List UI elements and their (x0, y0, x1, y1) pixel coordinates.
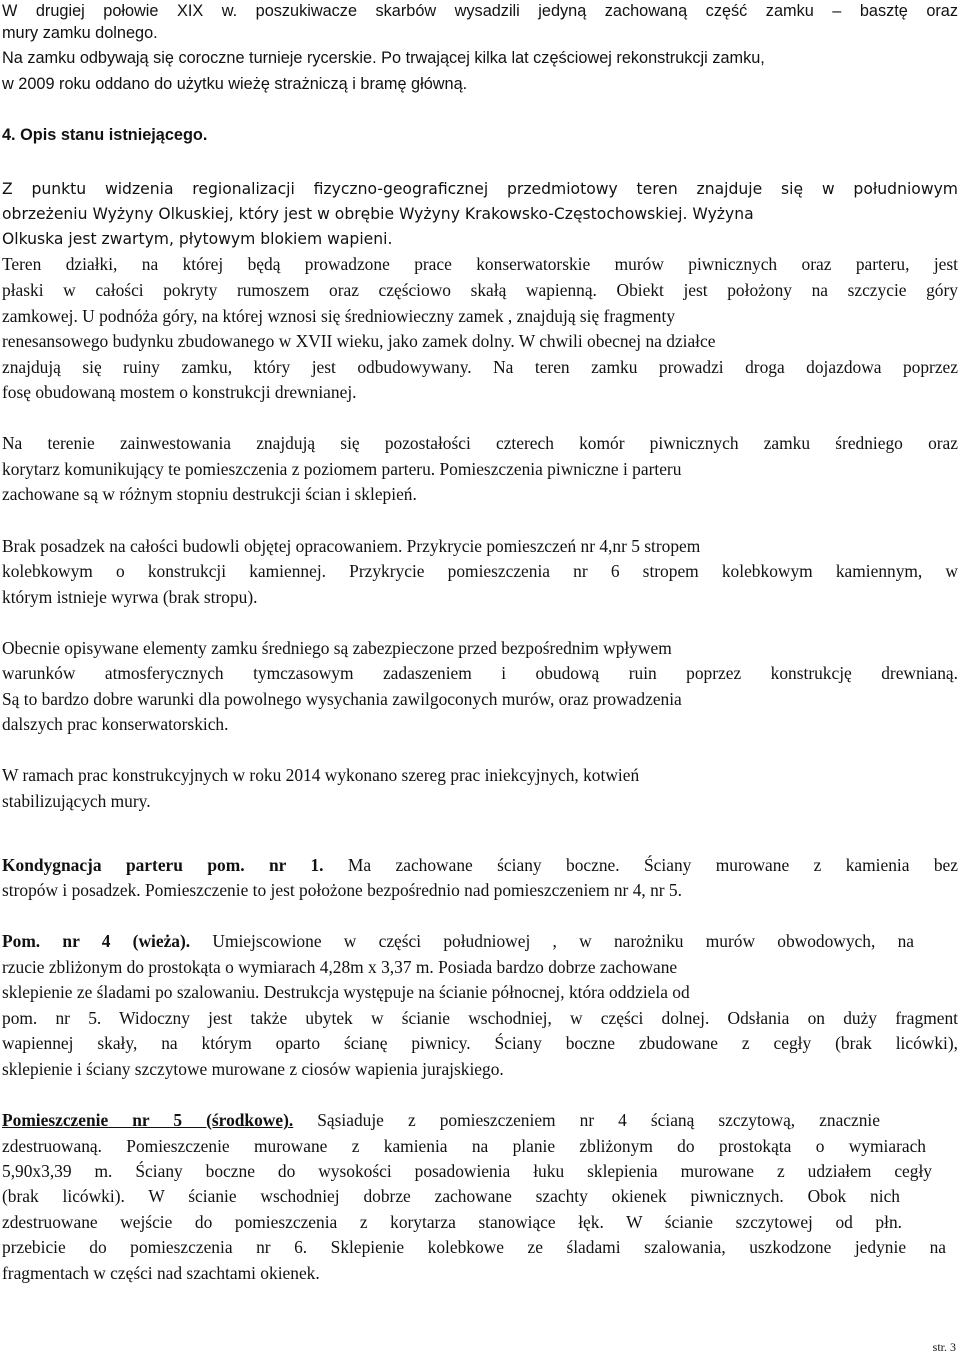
text-line: obrzeżeniu Wyżyny Olkuskiej, który jest w obrębie Wyżyny Krakowsko-Częstochowskiej. Wyżyna (2, 205, 754, 223)
text-line: warunków atmosferycznych tymczasowym zadaszeniem i obudową ruin poprzez konstrukcję drewnianą. (2, 663, 958, 683)
text-line: (brak licówki). W ścianie wschodniej dobrze zachowane szachty okienek piwnicznych. Obok nich (2, 1186, 900, 1206)
text-line: W drugiej połowie XIX w. poszukiwacze skarbów wysadzili jedyną zachowaną część zamku – basztę oraz (2, 2, 958, 20)
text-line: zamkowej. U podnóża góry, na której wznosi się średniowieczny zamek , znajdują się fragmenty (2, 306, 676, 326)
text-line: zdestruowaną. Pomieszczenie murowane z kamienia na planie zbliżonym do prostokąta o wymiarach (2, 1136, 926, 1156)
text-line: Obecnie opisywane elementy zamku średniego są zabezpieczone przed bezpośrednim wpływem (2, 638, 672, 658)
text-line: płaski w całości pokryty rumoszem oraz częściowo skałą wapienną. Obiekt jest położony na szczycie góry (2, 280, 958, 300)
text-span: Umiejscowione w części południowej , w narożniku murów obwodowych, na (190, 931, 914, 951)
text-line: sklepienie ze śladami po szalowaniu. Destrukcja występuje na ścianie północnej, która oddziela od (2, 982, 690, 1002)
text-line: mury zamku dolnego. (2, 24, 158, 42)
text-line: stabilizujących mury. (2, 791, 151, 811)
text-line: pom. nr 5. Widoczny jest także ubytek w ścianie wschodniej, w części dolnej. Odsłania on duży fragment (2, 1008, 958, 1028)
text-line: znajdują się ruiny zamku, który jest odbudowywany. Na teren zamku prowadzi droga dojazdowa poprzez (2, 357, 958, 377)
paragraph-lead: Pom. nr 4 (wieża). (2, 931, 191, 951)
text-line (2, 855, 958, 876)
text-line: renesansowego budynku zbudowanego w XVII wieku, jako zamek dolny. W chwili obecnej na działce (2, 331, 716, 351)
text-line: zdestruowane wejście do pomieszczenia z korytarza stanowiące łęk. W ścianie szczytowej od płn. (2, 1212, 902, 1232)
text-line (2, 1110, 880, 1131)
text-line: Na zamku odbywają się coroczne turnieje rycerskie. Po trwającej kilka lat częściowej rekonstrukcji zamku, (2, 49, 765, 67)
text-line: rzucie zbliżonym do prostokąta o wymiarach 4,28m x 3,37 m. Posiada bardzo dobrze zachowane (2, 957, 678, 977)
text-line: dalszych prac konserwatorskich. (2, 714, 229, 734)
text-line: wapiennej skały, na którym oparto ścianę piwnicy. Ściany boczne zbudowane z cegły (brak licówki), (2, 1033, 958, 1053)
text-line: Olkuska jest zwartym, płytowym blokiem wapieni. (2, 230, 393, 248)
text-line: przebicie do pomieszczenia nr 6. Sklepienie kolebkowe ze śladami szalowania, uszkodzone jedynie na (2, 1237, 946, 1257)
text-line: Są to bardzo dobre warunki dla powolnego wysychania zawilgoconych murów, oraz prowadzenia (2, 689, 682, 709)
text-line: Teren działki, na której będą prowadzone prace konserwatorskie murów piwnicznych oraz parteru, jest (2, 254, 958, 274)
text-line: Z punktu widzenia regionalizacji fizyczno-geograficznej przedmiotowy teren znajduje się w południowym (2, 180, 958, 198)
section-heading: 4. Opis stanu istniejącego. (2, 126, 208, 144)
text-line: sklepienie i ściany szczytowe murowane z ciosów wapienia jurajskiego. (2, 1059, 504, 1079)
text-span: Sąsiaduje z pomieszczeniem nr 4 ścianą szczytową, znacznie (293, 1110, 880, 1130)
text-line: fosę obudowaną mostem o konstrukcji drewnianej. (2, 382, 357, 402)
text-line: Na terenie zainwestowania znajdują się pozostałości czterech komór piwnicznych zamku średniego oraz (2, 433, 958, 453)
text-line: Brak posadzek na całości budowli objętej opracowaniem. Przykrycie pomieszczeń nr 4,nr 5 stropem (2, 536, 701, 556)
text-line: kolebkowym o konstrukcji kamiennej. Przykrycie pomieszczenia nr 6 stropem kolebkowym kamiennym, w (2, 561, 958, 581)
paragraph-lead: Pomieszczenie nr 5 (środkowe). (2, 1110, 294, 1130)
text-line: korytarz komunikujący te pomieszczenia z poziomem parteru. Pomieszczenia piwniczne i parteru (2, 459, 682, 479)
text-line: fragmentach w części nad szachtami okienek. (2, 1263, 320, 1283)
text-line: w 2009 roku oddano do użytku wieżę strażniczą i bramę główną. (2, 75, 468, 93)
paragraph-lead: Kondygnacja parteru pom. nr 1. (2, 855, 324, 875)
text-line (2, 931, 914, 952)
text-line: stropów i posadzek. Pomieszczenie to jest położone bezpośrednio nad pomieszczeniem nr 4, nr 5. (2, 880, 682, 900)
text-line: którym istnieje wyrwa (brak stropu). (2, 587, 258, 607)
text-line: 5,90x3,39 m. Ściany boczne do wysokości posadowienia łuku sklepienia murowane z udziałem cegły (2, 1161, 932, 1181)
text-span: Ma zachowane ściany boczne. Ściany murowane z kamienia bez (323, 855, 958, 875)
text-line: W ramach prac konstrukcyjnych w roku 2014 wykonano szereg prac iniekcyjnych, kotwień (2, 765, 640, 785)
text-line: zachowane są w różnym stopniu destrukcji ścian i sklepień. (2, 484, 417, 504)
page-number: str. 3 (932, 1340, 956, 1354)
